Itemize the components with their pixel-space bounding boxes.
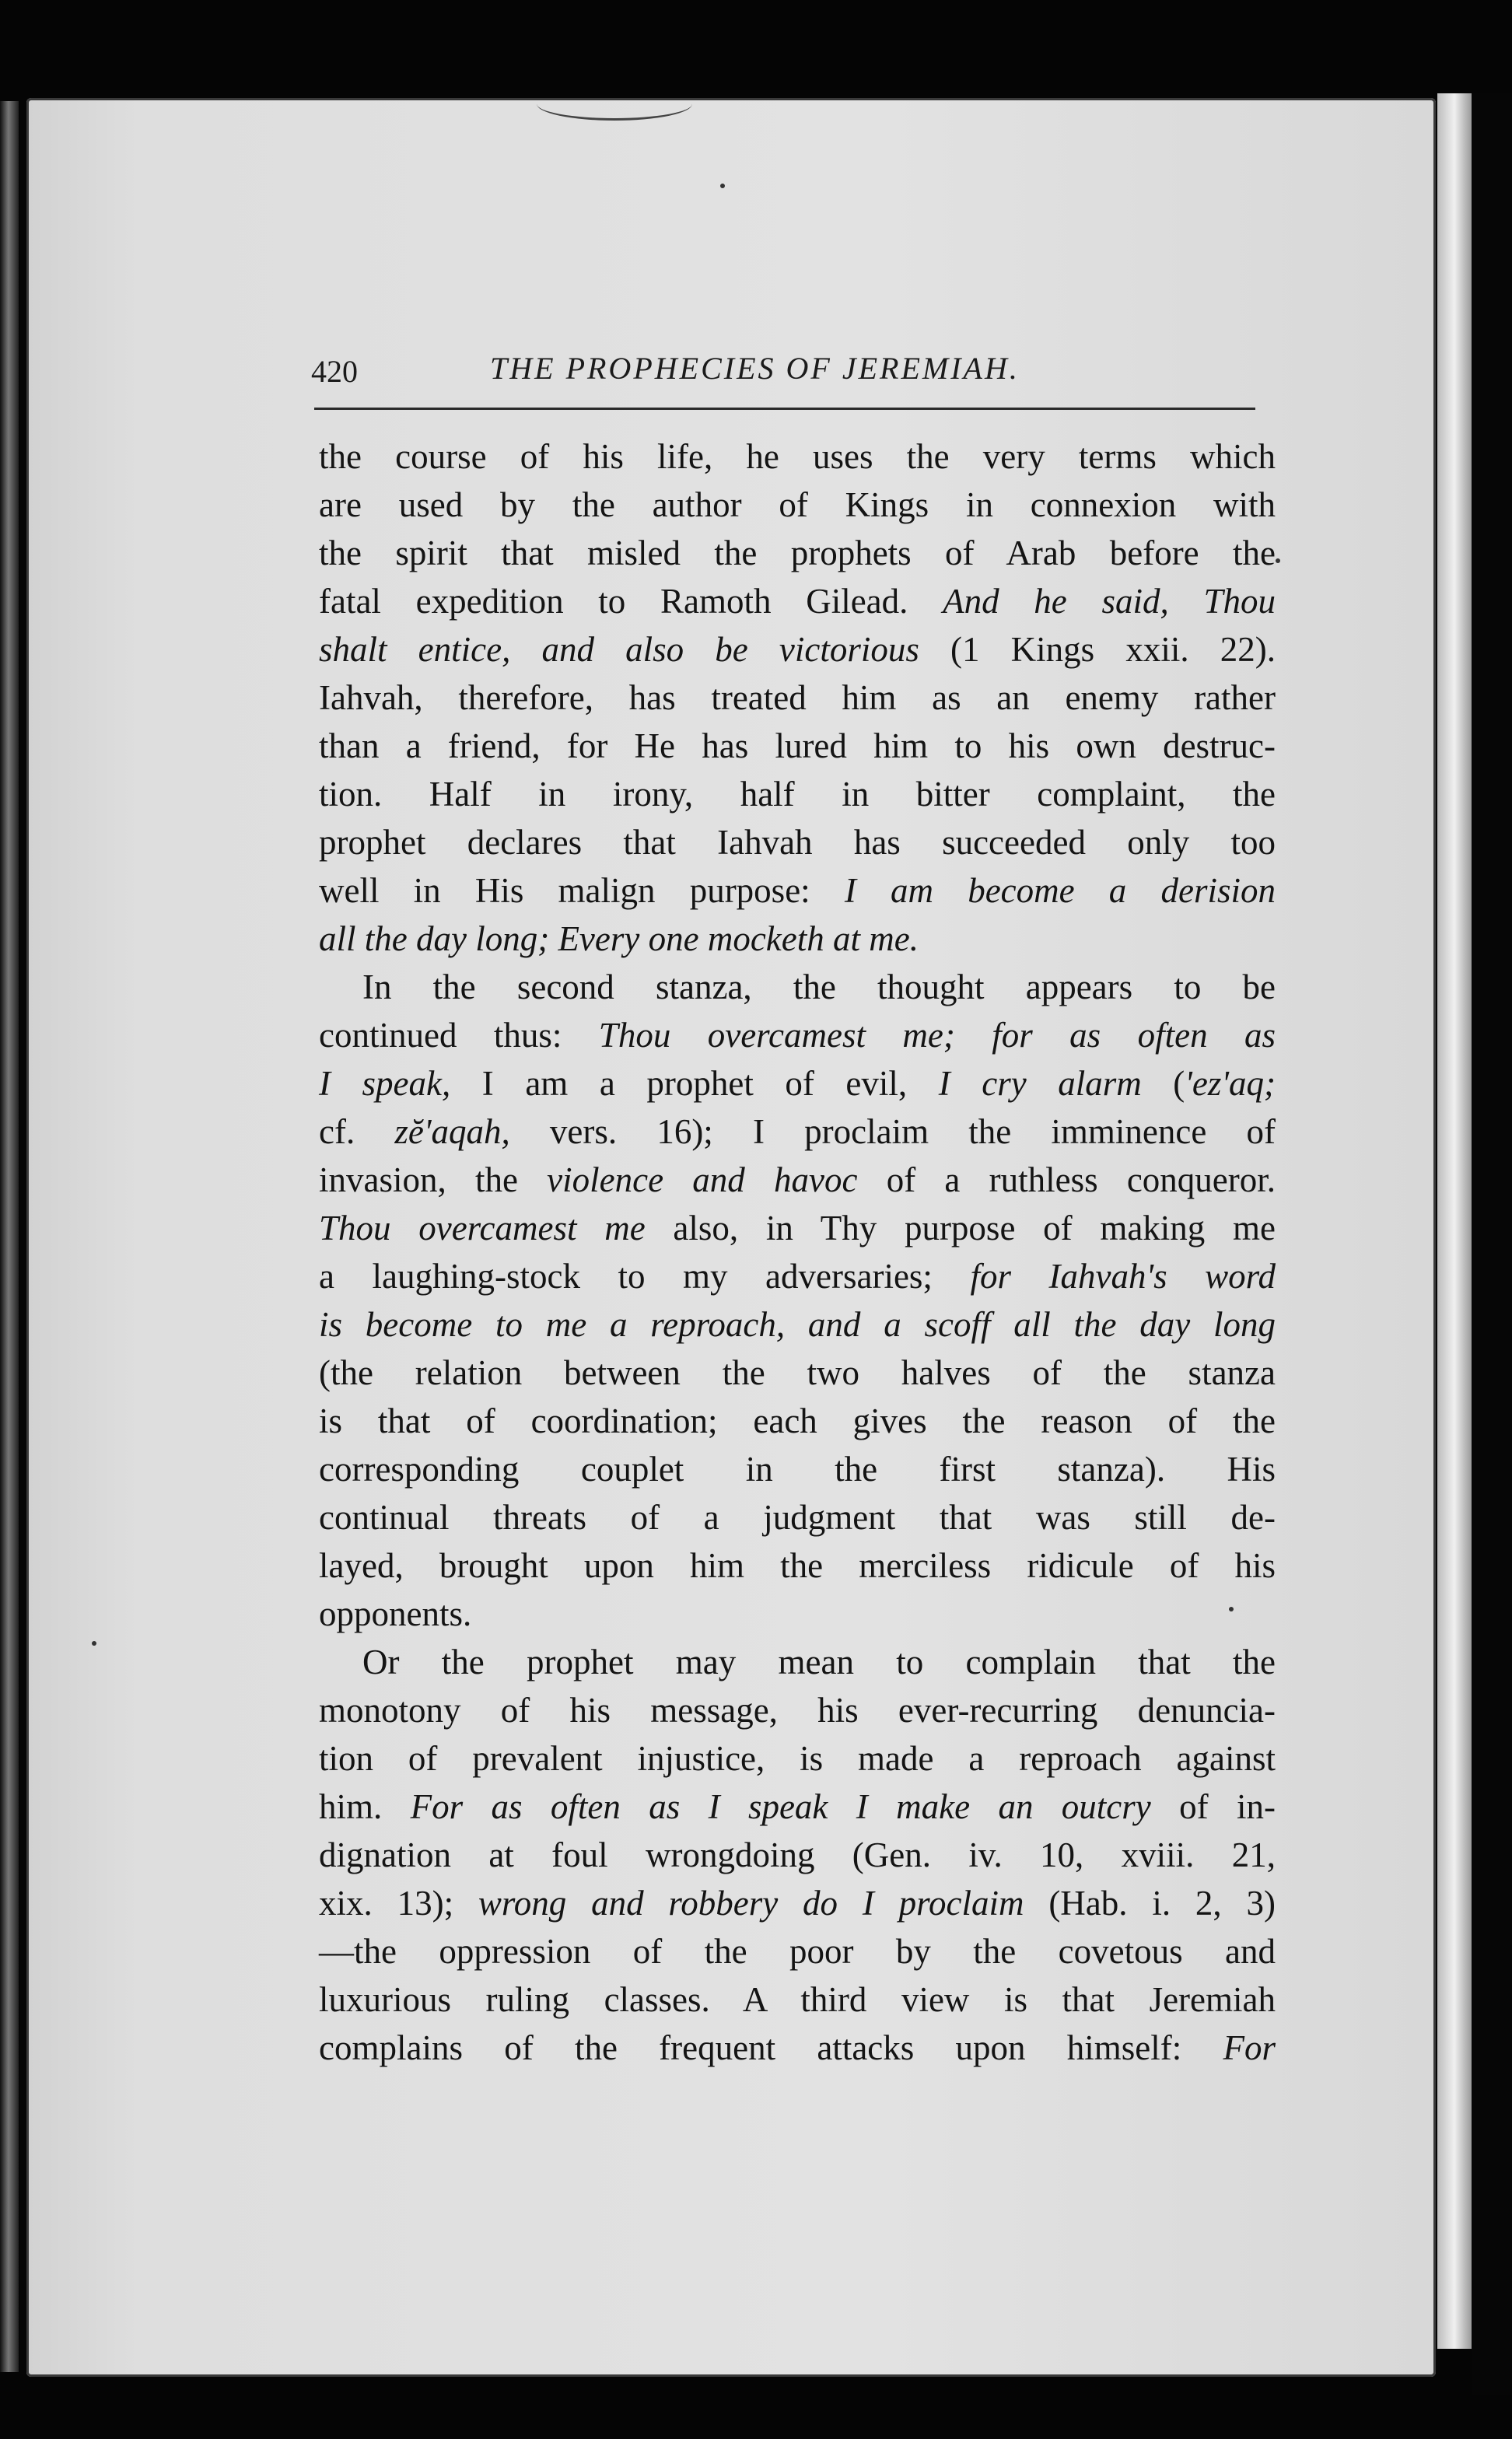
italic-text: 'ez'aq; bbox=[1185, 1064, 1276, 1103]
text-line bbox=[319, 1879, 1276, 1927]
text-span: of in- bbox=[1150, 1787, 1276, 1826]
text-line bbox=[319, 722, 1276, 770]
text-line bbox=[319, 1445, 1276, 1493]
italic-text: Thou overcamest me bbox=[319, 1209, 646, 1247]
italic-text: I am become a derision bbox=[844, 871, 1276, 910]
scan-speck bbox=[1229, 1607, 1234, 1611]
text-span: corresponding couplet in the first stanza). His bbox=[319, 1450, 1276, 1489]
text-line bbox=[319, 1927, 1276, 1975]
text-line bbox=[319, 1493, 1276, 1541]
italic-text: violence and havoc bbox=[547, 1160, 858, 1199]
text-line bbox=[319, 1349, 1276, 1397]
text-line bbox=[319, 866, 1276, 915]
scan-speck bbox=[92, 1641, 96, 1646]
text-span: layed, brought upon him the merciless ridicule of his bbox=[319, 1546, 1276, 1585]
italic-text: I speak, bbox=[319, 1064, 451, 1103]
text-span: him. bbox=[319, 1787, 411, 1826]
page-crease-mark bbox=[537, 87, 692, 121]
text-line bbox=[319, 1541, 1276, 1590]
text-line bbox=[319, 625, 1276, 674]
text-span: luxurious ruling classes. A third view is that Jeremiah bbox=[319, 1980, 1276, 2019]
body-text bbox=[319, 432, 1276, 2072]
text-line bbox=[319, 529, 1276, 577]
text-span: cf. bbox=[319, 1112, 395, 1151]
page-number: 420 bbox=[311, 354, 358, 389]
text-line bbox=[319, 770, 1276, 818]
scan-border bbox=[1472, 93, 1512, 2395]
italic-text: And he said, Thou bbox=[943, 582, 1276, 621]
text-line bbox=[319, 1300, 1276, 1349]
text-span: opponents. bbox=[319, 1594, 472, 1633]
italic-text: For as often as I speak I make an outcry bbox=[410, 1787, 1151, 1826]
text-span: In the second stanza, the thought appears to be bbox=[362, 968, 1276, 1006]
italic-text: shalt entice, and also be victorious bbox=[319, 630, 919, 669]
text-line bbox=[319, 1011, 1276, 1059]
text-line bbox=[319, 1590, 1276, 1638]
page-fore-edge bbox=[1437, 93, 1472, 2349]
text-span: is that of coordination; each gives the reason of the bbox=[319, 1401, 1276, 1440]
text-span: I am a prophet of evil, bbox=[450, 1064, 939, 1103]
italic-text: I cry alarm bbox=[938, 1064, 1142, 1103]
text-span: (Hab. i. 2, 3) bbox=[1024, 1884, 1276, 1923]
text-span: complains of the frequent attacks upon himself: bbox=[319, 2028, 1223, 2067]
text-line bbox=[319, 1831, 1276, 1879]
text-span: —the oppression of the poor by the covetous and bbox=[319, 1932, 1276, 1971]
text-span: than a friend, for He has lured him to his own destruc- bbox=[319, 726, 1276, 765]
text-line bbox=[319, 915, 1276, 963]
italic-text: zĕ'aqah, bbox=[394, 1112, 510, 1151]
text-span: prophet declares that Iahvah has succeeded only too bbox=[319, 823, 1276, 862]
text-span: xix. 13); bbox=[319, 1884, 478, 1923]
text-span: fatal expedition to Ramoth Gilead. bbox=[319, 582, 943, 621]
text-span: invasion, the bbox=[319, 1160, 548, 1199]
text-line bbox=[319, 1783, 1276, 1831]
text-line bbox=[319, 1397, 1276, 1445]
text-span: Iahvah, therefore, has treated him as an enemy rather bbox=[319, 678, 1276, 717]
text-line bbox=[319, 2024, 1276, 2072]
text-line bbox=[319, 1686, 1276, 1734]
text-span: the course of his life, he uses the very terms which bbox=[319, 437, 1276, 476]
text-span: vers. 16); I proclaim the imminence of bbox=[509, 1112, 1276, 1151]
page-header bbox=[311, 347, 1260, 401]
text-span: are used by the author of Kings in connexion with bbox=[319, 485, 1276, 524]
text-span: of a ruthless conqueror. bbox=[857, 1160, 1276, 1199]
text-span: ( bbox=[1141, 1064, 1185, 1103]
italic-text: For bbox=[1223, 2028, 1276, 2067]
text-span: well in His malign purpose: bbox=[319, 871, 845, 910]
text-line bbox=[319, 963, 1276, 1011]
running-title: THE PROPHECIES OF JEREMIAH. bbox=[490, 351, 1020, 386]
text-span: monotony of his message, his ever-recurring denuncia- bbox=[319, 1691, 1276, 1730]
text-span: continued thus: bbox=[319, 1016, 599, 1055]
text-span: also, in Thy purpose of making me bbox=[645, 1209, 1276, 1247]
text-line bbox=[319, 674, 1276, 722]
text-line bbox=[319, 1252, 1276, 1300]
text-line bbox=[319, 481, 1276, 529]
text-span: dignation at foul wrongdoing (Gen. iv. 10, xviii. 21, bbox=[319, 1835, 1276, 1874]
text-span: the spirit that misled the prophets of Arab before the bbox=[319, 534, 1276, 572]
text-line bbox=[319, 1638, 1276, 1686]
text-line bbox=[319, 1059, 1276, 1108]
scan-speck bbox=[1276, 558, 1280, 563]
text-span: (1 Kings xxii. 22). bbox=[919, 630, 1276, 669]
text-line bbox=[319, 1975, 1276, 2024]
text-span: a laughing-stock to my adversaries; bbox=[319, 1257, 971, 1296]
italic-text: Thou overcamest me; for as often as bbox=[598, 1016, 1276, 1055]
book-binding-edge bbox=[0, 101, 19, 2372]
text-span: tion of prevalent injustice, is made a reproach against bbox=[319, 1739, 1276, 1778]
scan-speck bbox=[720, 184, 725, 188]
text-span: Or the prophet may mean to complain that the bbox=[362, 1643, 1276, 1681]
italic-text: for Iahvah's word bbox=[970, 1257, 1276, 1296]
text-span: continual threats of a judgment that was still de- bbox=[319, 1498, 1276, 1537]
italic-text: is become to me a reproach, and a scoff all the day long bbox=[319, 1305, 1276, 1344]
text-line bbox=[319, 1734, 1276, 1783]
text-line bbox=[319, 1108, 1276, 1156]
text-line bbox=[319, 818, 1276, 866]
text-line bbox=[319, 577, 1276, 625]
header-rule bbox=[314, 408, 1255, 410]
text-line bbox=[319, 432, 1276, 481]
text-span: (the relation between the two halves of the stanza bbox=[319, 1353, 1276, 1392]
text-span: tion. Half in irony, half in bitter complaint, the bbox=[319, 775, 1276, 814]
text-line bbox=[319, 1156, 1276, 1204]
italic-text: wrong and robbery do I proclaim bbox=[478, 1884, 1024, 1923]
text-line bbox=[319, 1204, 1276, 1252]
italic-text: all the day long; Every one mocketh at me. bbox=[319, 919, 919, 958]
